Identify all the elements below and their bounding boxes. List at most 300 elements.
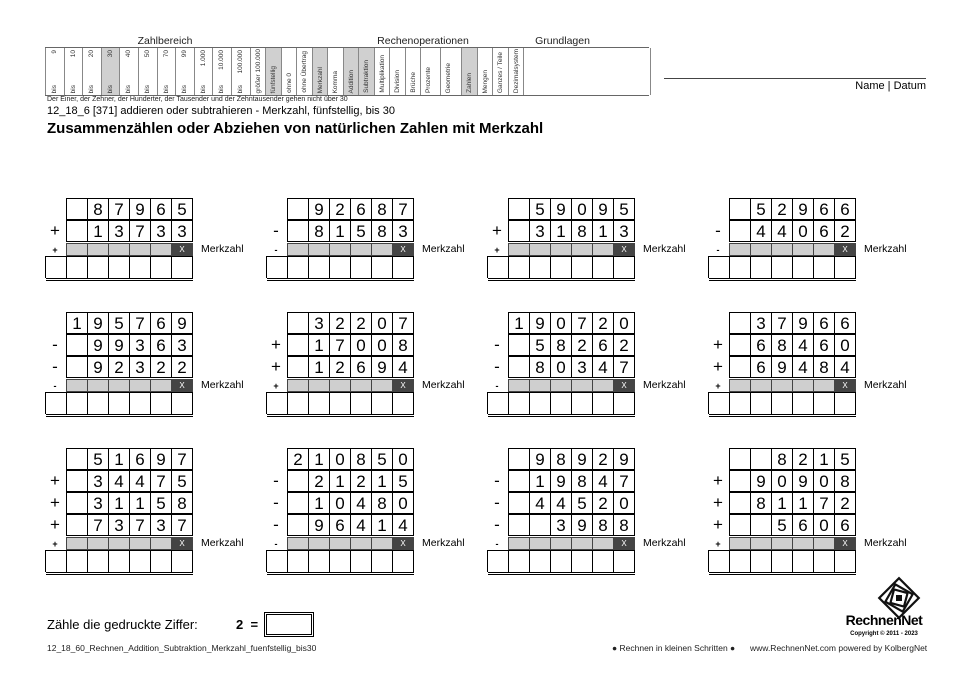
result-cell[interactable] (708, 392, 730, 414)
result-cell[interactable] (66, 392, 88, 414)
range-value: 70 (162, 50, 170, 58)
result-row[interactable] (267, 256, 414, 281)
result-cell[interactable] (550, 256, 572, 278)
result-cell[interactable] (792, 392, 814, 414)
carry-cell[interactable] (771, 243, 793, 256)
carry-cell[interactable] (350, 379, 372, 392)
digit-cell: 9 (87, 334, 109, 356)
carry-row[interactable] (288, 243, 414, 256)
digit-cell: 1 (792, 492, 814, 514)
digit-cell: 0 (813, 470, 835, 492)
range-column (119, 48, 139, 95)
carry-row[interactable] (509, 243, 635, 256)
merkzahl-label: Merkzahl (201, 243, 244, 255)
digit-cell: 4 (592, 356, 614, 378)
carry-x-cell: X (613, 537, 635, 550)
digit-cell (66, 198, 88, 220)
result-cell[interactable] (129, 550, 151, 572)
carry-cell[interactable] (550, 537, 572, 550)
digit-cell: 5 (87, 448, 109, 470)
category-column (461, 48, 478, 95)
range-column (138, 48, 158, 95)
carry-cell[interactable] (571, 379, 593, 392)
carry-cell[interactable] (66, 379, 88, 392)
carry-cell[interactable] (792, 243, 814, 256)
carry-cell[interactable] (308, 537, 330, 550)
carry-cell[interactable] (108, 379, 130, 392)
carry-cell[interactable] (108, 537, 130, 550)
range-column (157, 48, 177, 95)
digit-cell: 6 (750, 334, 772, 356)
result-cell[interactable] (371, 550, 393, 572)
carry-cell[interactable] (350, 537, 372, 550)
carry-operator: - (274, 245, 278, 255)
number-row (288, 492, 414, 514)
carry-cell[interactable] (771, 537, 793, 550)
number-row (730, 312, 856, 334)
result-cell[interactable] (508, 550, 530, 572)
result-cell[interactable] (350, 256, 372, 278)
carry-cell[interactable] (371, 537, 393, 550)
result-cell[interactable] (529, 550, 551, 572)
carry-cell[interactable] (308, 243, 330, 256)
number-row (67, 470, 193, 492)
category-column (281, 48, 298, 95)
digit-cell: 1 (771, 492, 793, 514)
result-cell[interactable] (708, 256, 730, 278)
category-column (492, 48, 509, 95)
result-cell[interactable] (350, 392, 372, 414)
carry-cell[interactable] (150, 537, 172, 550)
result-cell[interactable] (508, 256, 530, 278)
digit-cell: 6 (813, 220, 835, 242)
carry-row[interactable] (730, 379, 856, 392)
result-cell[interactable] (550, 550, 572, 572)
merkzahl-label: Merkzahl (422, 379, 465, 391)
result-cell[interactable] (129, 392, 151, 414)
result-cell[interactable] (729, 392, 751, 414)
number-row (730, 356, 856, 378)
result-cell[interactable] (371, 392, 393, 414)
result-row[interactable] (46, 392, 193, 417)
result-row[interactable] (709, 550, 856, 575)
carry-cell[interactable] (750, 243, 772, 256)
result-cell[interactable] (392, 550, 414, 572)
result-cell[interactable] (571, 256, 593, 278)
carry-cell[interactable] (87, 243, 109, 256)
result-cell[interactable] (834, 392, 856, 414)
result-cell[interactable] (308, 550, 330, 572)
carry-cell[interactable] (571, 537, 593, 550)
carry-cell[interactable] (813, 537, 835, 550)
carry-cell[interactable] (329, 537, 351, 550)
result-cell[interactable] (550, 392, 572, 414)
result-cell[interactable] (266, 550, 288, 572)
carry-cell[interactable] (287, 243, 309, 256)
carry-cell[interactable] (813, 243, 835, 256)
digit-cell: 9 (108, 334, 130, 356)
result-cell[interactable] (66, 550, 88, 572)
carry-cell[interactable] (150, 379, 172, 392)
result-row[interactable] (46, 550, 193, 575)
carry-cell[interactable] (750, 537, 772, 550)
result-cell[interactable] (592, 550, 614, 572)
result-row[interactable] (709, 256, 856, 281)
operator-sign: + (713, 493, 723, 512)
digit-cell (508, 448, 530, 470)
carry-cell[interactable] (550, 243, 572, 256)
category-label: Komma (332, 70, 340, 93)
result-cell[interactable] (329, 256, 351, 278)
carry-cell[interactable] (350, 243, 372, 256)
result-cell[interactable] (87, 550, 109, 572)
count-answer-box[interactable] (266, 614, 312, 635)
carry-operator: - (274, 539, 278, 549)
digit-cell: 0 (550, 356, 572, 378)
carry-cell[interactable] (87, 537, 109, 550)
category-label: Mengen (481, 69, 489, 93)
result-cell[interactable] (129, 256, 151, 278)
range-column (101, 48, 121, 95)
carry-cell[interactable] (529, 537, 551, 550)
carry-cell[interactable] (66, 243, 88, 256)
digit-cell: 2 (108, 356, 130, 378)
carry-cell[interactable] (287, 379, 309, 392)
digit-cell: 6 (750, 356, 772, 378)
digit-cell: 0 (571, 198, 593, 220)
operator-sign: - (273, 493, 279, 512)
result-cell[interactable] (750, 550, 772, 572)
digit-cell: 4 (550, 492, 572, 514)
carry-cell[interactable] (592, 379, 614, 392)
carry-operator: + (52, 245, 58, 255)
digit-cell: 6 (834, 198, 856, 220)
digit-cell: 8 (771, 448, 793, 470)
digit-cell: 4 (792, 334, 814, 356)
digit-cell (508, 492, 530, 514)
result-cell[interactable] (87, 392, 109, 414)
result-cell[interactable] (487, 256, 509, 278)
result-cell[interactable] (150, 256, 172, 278)
result-cell[interactable] (108, 550, 130, 572)
carry-cell[interactable] (508, 537, 530, 550)
range-bis: bis (237, 84, 244, 93)
result-cell[interactable] (613, 256, 635, 278)
carry-cell[interactable] (66, 537, 88, 550)
digit-cell: 1 (329, 220, 351, 242)
category-column (420, 48, 437, 95)
digit-cell: 2 (287, 448, 309, 470)
number-row (67, 514, 193, 536)
carry-operator: + (52, 539, 58, 549)
carry-cell[interactable] (87, 379, 109, 392)
digit-cell (66, 492, 88, 514)
digit-cell: 8 (392, 334, 414, 356)
result-cell[interactable] (150, 550, 172, 572)
number-row (288, 220, 414, 242)
digit-cell: 8 (308, 220, 330, 242)
number-row (288, 334, 414, 356)
result-cell[interactable] (392, 392, 414, 414)
merkzahl-label: Merkzahl (864, 379, 907, 391)
result-cell[interactable] (329, 392, 351, 414)
digit-cell: 9 (571, 514, 593, 536)
category-label: Dezimalsystem (512, 48, 520, 93)
carry-row[interactable] (288, 537, 414, 550)
carry-cell[interactable] (129, 537, 151, 550)
number-row (509, 514, 635, 536)
result-cell[interactable] (266, 392, 288, 414)
result-cell[interactable] (45, 550, 67, 572)
digit-cell: 3 (529, 220, 551, 242)
category-label: ohne 0 (285, 73, 293, 93)
digit-cell: 5 (392, 470, 414, 492)
result-cell[interactable] (108, 256, 130, 278)
digit-cell: 0 (392, 492, 414, 514)
carry-row[interactable] (288, 379, 414, 392)
carry-cell[interactable] (129, 379, 151, 392)
result-row[interactable] (267, 392, 414, 417)
digit-cell (66, 514, 88, 536)
digit-cell: 7 (150, 470, 172, 492)
carry-cell[interactable] (792, 537, 814, 550)
brand-copyright: Copyright © 2011 - 2023 (850, 631, 918, 637)
operator-sign: + (50, 221, 60, 240)
result-row[interactable] (488, 256, 635, 281)
digit-cell: 2 (329, 356, 351, 378)
carry-row[interactable] (509, 537, 635, 550)
carry-x-cell: X (392, 537, 414, 550)
carry-cell[interactable] (329, 379, 351, 392)
carry-cell[interactable] (529, 243, 551, 256)
result-cell[interactable] (813, 256, 835, 278)
number-row (288, 312, 414, 334)
result-row[interactable] (267, 550, 414, 575)
count-digit: 2 = (236, 617, 259, 632)
carry-row[interactable] (67, 379, 193, 392)
category-group-label: Rechenoperationen (377, 35, 469, 47)
result-cell[interactable] (613, 550, 635, 572)
digit-cell (729, 334, 751, 356)
result-cell[interactable] (592, 392, 614, 414)
carry-cell[interactable] (771, 379, 793, 392)
range-column (175, 48, 195, 95)
carry-cell[interactable] (287, 537, 309, 550)
name-date-line[interactable] (664, 78, 926, 79)
digit-cell: 3 (87, 492, 109, 514)
result-cell[interactable] (708, 550, 730, 572)
digit-cell: 4 (350, 514, 372, 536)
digit-cell: 9 (308, 514, 330, 536)
digit-cell (729, 312, 751, 334)
number-row (288, 448, 414, 470)
digit-cell: 7 (329, 334, 351, 356)
result-cell[interactable] (592, 256, 614, 278)
result-row[interactable] (46, 256, 193, 281)
result-cell[interactable] (171, 256, 193, 278)
carry-cell[interactable] (592, 537, 614, 550)
digit-cell: 4 (529, 492, 551, 514)
result-cell[interactable] (171, 392, 193, 414)
result-cell[interactable] (729, 550, 751, 572)
digit-cell: 9 (171, 312, 193, 334)
digit-cell: 4 (592, 470, 614, 492)
digit-cell: 7 (771, 312, 793, 334)
digit-cell: 3 (308, 312, 330, 334)
carry-cell[interactable] (508, 243, 530, 256)
carry-cell[interactable] (729, 379, 751, 392)
carry-cell[interactable] (550, 379, 572, 392)
digit-cell: 4 (350, 492, 372, 514)
operator-sign: - (494, 335, 500, 354)
result-cell[interactable] (171, 550, 193, 572)
result-cell[interactable] (45, 392, 67, 414)
merkzahl-label: Merkzahl (643, 379, 686, 391)
result-cell[interactable] (66, 256, 88, 278)
result-cell[interactable] (287, 256, 309, 278)
range-bis: bis (51, 84, 58, 93)
category-column (327, 48, 344, 95)
carry-cell[interactable] (529, 379, 551, 392)
carry-cell[interactable] (371, 243, 393, 256)
carry-cell[interactable] (150, 243, 172, 256)
carry-cell[interactable] (571, 243, 593, 256)
carry-row[interactable] (67, 243, 193, 256)
result-cell[interactable] (613, 392, 635, 414)
result-cell[interactable] (750, 392, 772, 414)
carry-cell[interactable] (792, 379, 814, 392)
result-row[interactable] (709, 392, 856, 417)
digit-cell: 9 (792, 312, 814, 334)
digit-cell: 6 (813, 312, 835, 334)
result-cell[interactable] (350, 550, 372, 572)
carry-x-cell: X (613, 379, 635, 392)
digit-cell: 9 (87, 312, 109, 334)
operator-sign: - (494, 515, 500, 534)
carry-cell[interactable] (729, 243, 751, 256)
category-label: Subtraktion (363, 60, 371, 93)
result-cell[interactable] (750, 256, 772, 278)
result-cell[interactable] (571, 392, 593, 414)
carry-cell[interactable] (308, 379, 330, 392)
carry-cell[interactable] (108, 243, 130, 256)
digit-cell: 2 (150, 356, 172, 378)
digit-cell: 1 (592, 220, 614, 242)
carry-cell[interactable] (813, 379, 835, 392)
digit-cell: 6 (350, 356, 372, 378)
carry-cell[interactable] (129, 243, 151, 256)
operator-sign: + (492, 221, 502, 240)
digit-cell: 7 (129, 220, 151, 242)
result-cell[interactable] (813, 550, 835, 572)
result-cell[interactable] (834, 550, 856, 572)
digit-cell: 0 (613, 492, 635, 514)
result-cell[interactable] (266, 256, 288, 278)
result-cell[interactable] (371, 256, 393, 278)
digit-cell: 6 (129, 448, 151, 470)
result-cell[interactable] (487, 392, 509, 414)
operator-sign: - (715, 221, 721, 240)
digit-cell: 2 (350, 312, 372, 334)
result-cell[interactable] (308, 392, 330, 414)
result-row[interactable] (488, 392, 635, 417)
operator-sign: + (713, 335, 723, 354)
range-value: 10 (69, 50, 77, 58)
category-label: Addition (347, 69, 355, 93)
digit-cell: 9 (613, 448, 635, 470)
category-label: fünfstellig (270, 65, 278, 93)
number-row (509, 492, 635, 514)
digit-cell: 2 (613, 334, 635, 356)
carry-x-cell: X (171, 379, 193, 392)
digit-cell: 8 (771, 334, 793, 356)
digit-cell: 8 (592, 514, 614, 536)
carry-operator: - (495, 381, 499, 391)
number-row (730, 448, 856, 470)
number-row (730, 470, 856, 492)
result-cell[interactable] (529, 256, 551, 278)
result-cell[interactable] (792, 550, 814, 572)
result-cell[interactable] (329, 550, 351, 572)
result-cell[interactable] (508, 392, 530, 414)
digit-cell: 2 (571, 334, 593, 356)
result-cell[interactable] (813, 392, 835, 414)
digit-cell: 8 (571, 220, 593, 242)
carry-row[interactable] (730, 537, 856, 550)
carry-row[interactable] (509, 379, 635, 392)
digit-cell: 8 (750, 492, 772, 514)
result-cell[interactable] (529, 392, 551, 414)
digit-cell: 7 (571, 312, 593, 334)
carry-cell[interactable] (592, 243, 614, 256)
digit-cell: 1 (108, 448, 130, 470)
result-cell[interactable] (834, 256, 856, 278)
result-row[interactable] (488, 550, 635, 575)
result-cell[interactable] (729, 256, 751, 278)
carry-cell[interactable] (329, 243, 351, 256)
result-cell[interactable] (792, 256, 814, 278)
result-cell[interactable] (771, 256, 793, 278)
carry-row[interactable] (730, 243, 856, 256)
carry-cell[interactable] (508, 379, 530, 392)
result-cell[interactable] (287, 392, 309, 414)
result-cell[interactable] (487, 550, 509, 572)
result-cell[interactable] (108, 392, 130, 414)
carry-cell[interactable] (729, 537, 751, 550)
digit-cell: 6 (592, 334, 614, 356)
result-cell[interactable] (571, 550, 593, 572)
number-row (67, 448, 193, 470)
result-cell[interactable] (45, 256, 67, 278)
carry-row[interactable] (67, 537, 193, 550)
number-row (509, 198, 635, 220)
result-cell[interactable] (771, 392, 793, 414)
result-cell[interactable] (150, 392, 172, 414)
result-cell[interactable] (287, 550, 309, 572)
result-cell[interactable] (308, 256, 330, 278)
carry-cell[interactable] (371, 379, 393, 392)
result-cell[interactable] (771, 550, 793, 572)
carry-x-cell: X (392, 379, 414, 392)
result-cell[interactable] (392, 256, 414, 278)
result-cell[interactable] (87, 256, 109, 278)
digit-cell: 0 (550, 312, 572, 334)
carry-cell[interactable] (750, 379, 772, 392)
digit-cell: 6 (150, 198, 172, 220)
digit-cell: 5 (834, 448, 856, 470)
digit-cell: 8 (87, 198, 109, 220)
category-group-label: Grundlagen (535, 35, 590, 47)
